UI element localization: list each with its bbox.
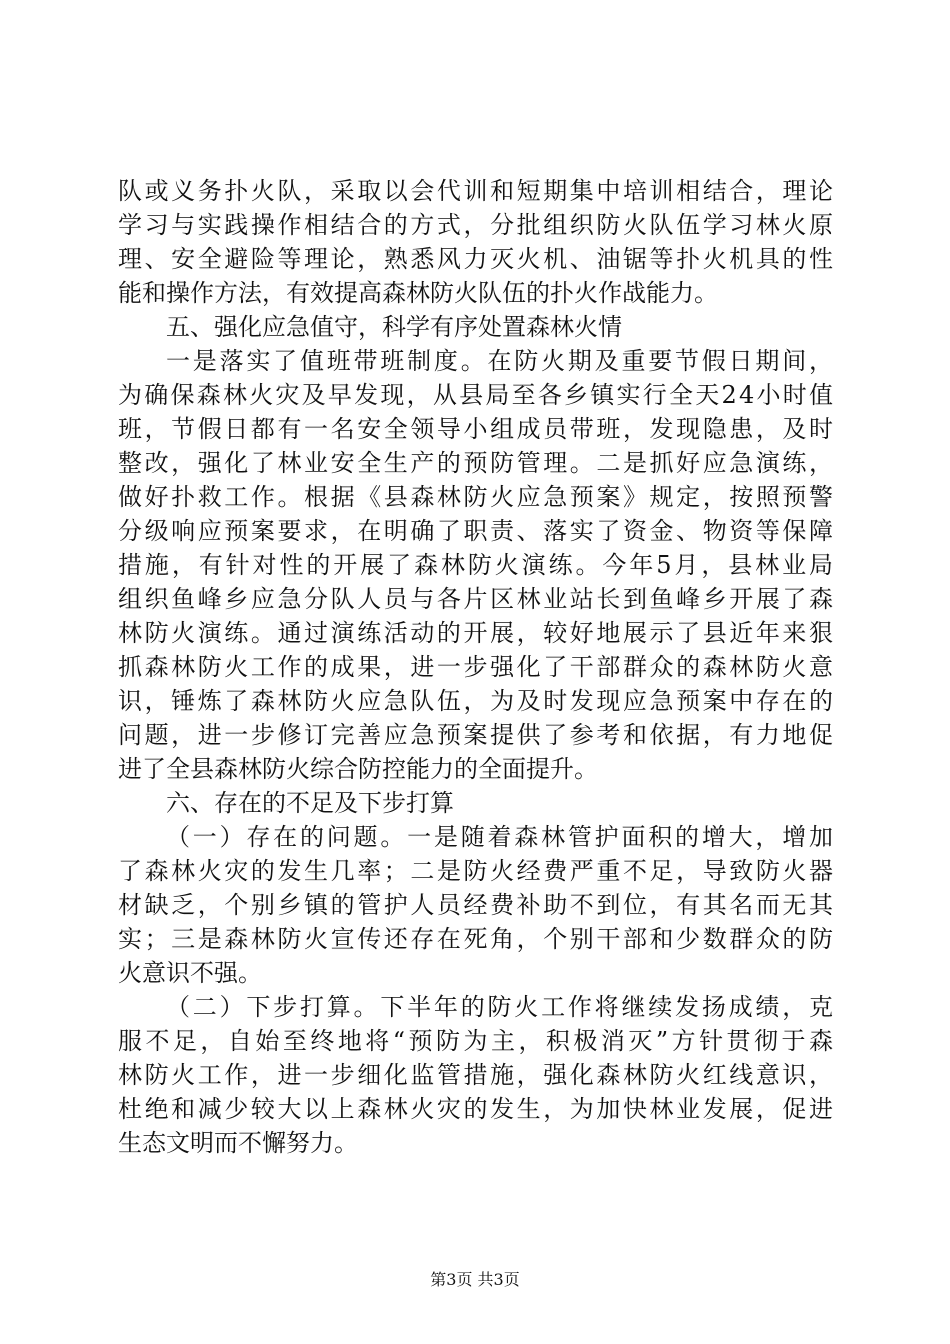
text-line xyxy=(118,344,836,378)
text-line xyxy=(118,990,836,1024)
text-line xyxy=(118,752,833,786)
text-line-content: 队或义务扑火队，采取以会代训和短期集中培训相结合，理论 xyxy=(118,177,836,205)
text-line xyxy=(118,446,836,480)
text-line xyxy=(118,208,836,242)
text-line xyxy=(118,854,836,888)
text-line xyxy=(118,650,836,684)
text-line xyxy=(118,1126,833,1160)
text-line-content: 了森林火灾的发生几率；二是防火经费严重不足，导致防火器 xyxy=(118,857,836,885)
text-line xyxy=(118,1024,837,1058)
text-line-content: 组织鱼峰乡应急分队人员与各片区林业站长到鱼峰乡开展了森 xyxy=(118,585,836,613)
text-line-content: 整改，强化了林业安全生产的预防管理。二是抓好应急演练， xyxy=(118,449,836,477)
text-line xyxy=(118,480,836,514)
text-line-content: 林防火工作，进一步细化监管措施，强化森林防火红线意识， xyxy=(118,1061,836,1089)
text-line-content: 材缺乏，个别乡镇的管护人员经费补助不到位，有其名而无其 xyxy=(118,891,836,919)
text-line xyxy=(118,718,836,752)
text-line xyxy=(118,888,836,922)
text-line-content: 杜绝和减少较大以上森林火灾的发生，为加快林业发展，促进 xyxy=(118,1095,836,1123)
text-line xyxy=(118,242,836,276)
text-line-content: 做好扑救工作。根据《县森林防火应急预案》规定，按照预警 xyxy=(118,483,836,511)
text-line xyxy=(118,820,836,854)
text-line xyxy=(118,616,836,650)
text-line xyxy=(118,582,836,616)
text-line-content: 学习与实践操作相结合的方式，分批组织防火队伍学习林火原 xyxy=(118,211,836,239)
text-line-content: 抓森林防火工作的成果，进一步强化了干部群众的森林防火意 xyxy=(118,653,836,681)
text-line-content: 服不足，自始至终地将“预防为主，积极消灭”方针贯彻于森 xyxy=(118,1027,837,1055)
text-line-content: 措施，有针对性的开展了森林防火演练。今年5月，县林业局 xyxy=(118,551,836,579)
text-line-content: 班，节假日都有一名安全领导小组成员带班，发现隐患，及时 xyxy=(118,415,836,443)
text-line-content: 理、安全避险等理论，熟悉风力灭火机、油锯等扑火机具的性 xyxy=(118,245,836,273)
text-line-content: 问题，进一步修订完善应急预案提供了参考和依据，有力地促 xyxy=(118,721,836,749)
page-footer: 第3页 共3页 xyxy=(430,1270,520,1289)
text-line xyxy=(118,310,833,344)
text-line-content: 进了全县森林防火综合防控能力的全面提升。 xyxy=(118,755,598,783)
text-line xyxy=(118,514,836,548)
text-line-content: 识，锤炼了森林防火应急队伍，为及时发现应急预案中存在的 xyxy=(118,687,836,715)
text-line-content: 火意识不强。 xyxy=(118,959,262,987)
text-line-content: （一）存在的问题。一是随着森林管护面积的增大，增加 xyxy=(166,823,836,851)
text-line-content: 五、强化应急值守，科学有序处置森林火情 xyxy=(166,313,622,341)
text-line xyxy=(118,412,836,446)
text-line-content: 分级响应预案要求，在明确了职责、落实了资金、物资等保障 xyxy=(118,517,836,545)
document-body xyxy=(118,174,837,1160)
text-line-content: 六、存在的不足及下步打算 xyxy=(166,789,454,817)
text-line-content: （二）下步打算。下半年的防火工作将继续发扬成绩，克 xyxy=(166,993,836,1021)
text-line xyxy=(118,684,836,718)
text-line xyxy=(118,786,833,820)
text-line xyxy=(118,548,836,582)
text-line-content: 能和操作方法，有效提高森林防火队伍的扑火作战能力。 xyxy=(118,279,718,307)
text-line xyxy=(118,1092,836,1126)
text-line-content: 林防火演练。通过演练活动的开展，较好地展示了县近年来狠 xyxy=(118,619,836,647)
text-line xyxy=(118,378,836,412)
text-line xyxy=(118,956,833,990)
text-line-content: 生态文明而不懈努力。 xyxy=(118,1129,358,1157)
text-line xyxy=(118,174,836,208)
text-line xyxy=(118,1058,836,1092)
text-line-content: 为确保森林火灾及早发现，从县局至各乡镇实行全天24小时值 xyxy=(118,381,836,409)
text-line xyxy=(118,276,833,310)
text-line xyxy=(118,922,836,956)
text-line-content: 一是落实了值班带班制度。在防火期及重要节假日期间， xyxy=(166,347,836,375)
text-line-content: 实；三是森林防火宣传还存在死角，个别干部和少数群众的防 xyxy=(118,925,836,953)
